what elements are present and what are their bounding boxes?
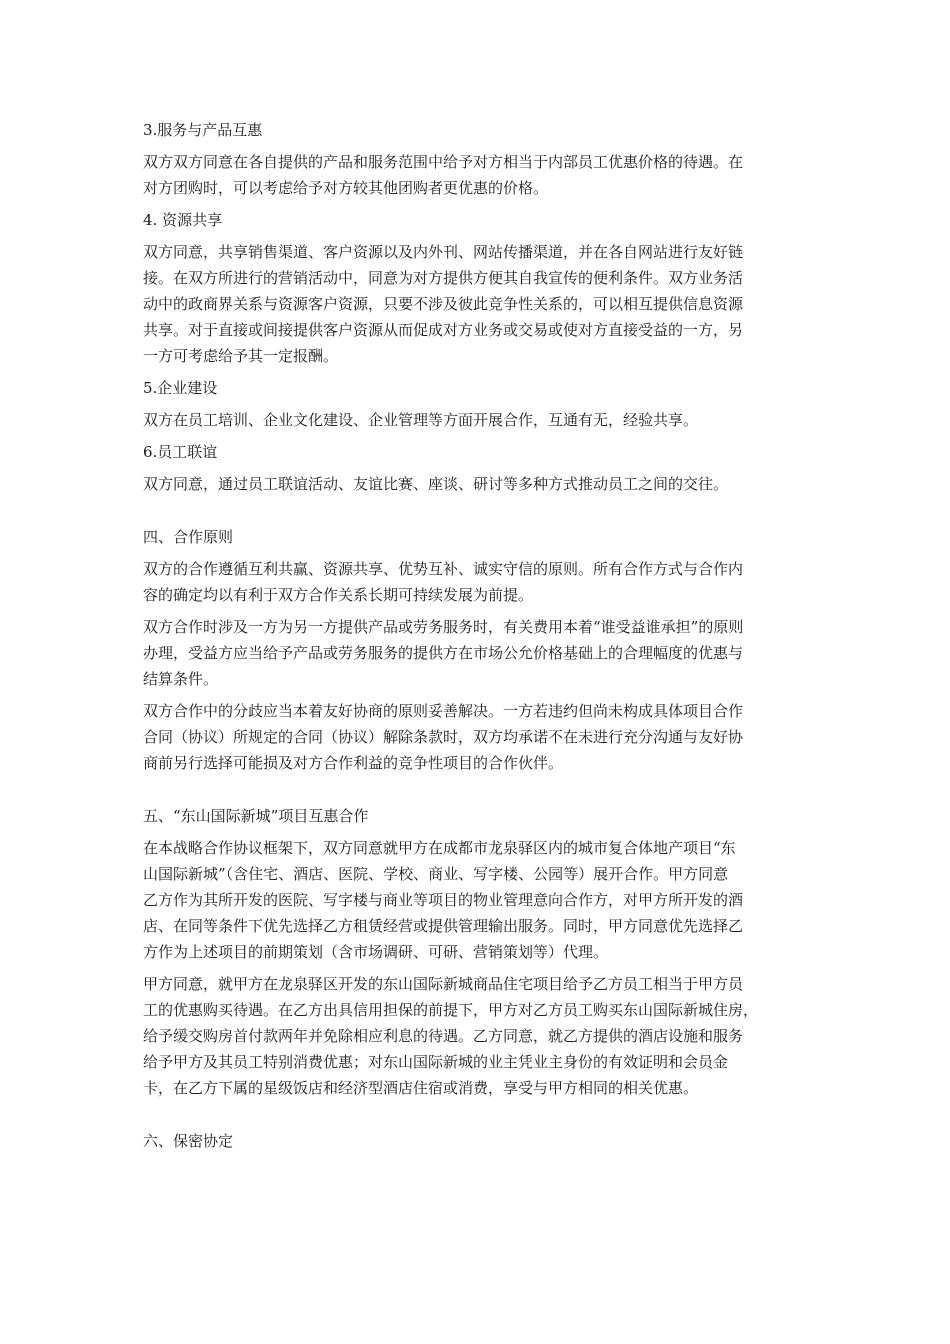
document-page [143, 117, 813, 1160]
text-line: 双方合作中的分歧应当本着友好协商的原则妥善解决。一方若违约但尚未构成具体项目合作 [143, 702, 744, 720]
text-line: 店、在同等条件下优先选择乙方租赁经营或提供管理输出服务。同时，甲方同意优先选择乙 [143, 917, 744, 935]
text-line: 动中的政商界关系与资源客户资源，只要不涉及彼此竞争性关系的，可以相互提供信息资源 [143, 295, 744, 313]
text-line: 给予甲方及其员工特别消费优惠；对东山国际新城的业主凭业主身份的有效证明和会员金 [143, 1053, 729, 1071]
text-line: 方作为上述项目的前期策划（含市场调研、可研、营销策划等）代理。 [143, 943, 609, 961]
section-6-title: 6.员工联谊 [143, 443, 218, 461]
text-line: 工的优惠购买待遇。在乙方出具信用担保的前提下，甲方对乙方员工购买东山国际新城住房， [143, 1001, 759, 1019]
text-line: 双方的合作遵循互利共赢、资源共享、优势互补、诚实守信的原则。所有合作方式与合作内 [143, 560, 744, 578]
part-5-title: 五、“东山国际新城”项目互惠合作 [143, 807, 369, 825]
part-4-para-2 [143, 614, 813, 692]
text-line: 结算条件。 [143, 670, 219, 688]
text-line: 对方团购时，可以考虑给予对方较其他团购者更优惠的价格。 [143, 179, 549, 197]
text-line: 双方同意，共享销售渠道、客户资源以及内外刊、网站传播渠道，并在各自网站进行友好链 [143, 243, 744, 261]
text-line: 双方合作时涉及一方为另一方提供产品或劳务服务时，有关费用本着“谁受益谁承担”的原则 [143, 618, 744, 636]
part-4-title: 四、合作原则 [143, 528, 234, 546]
text-line: 双方双方同意在各自提供的产品和服务范围中给予对方相当于内部员工优惠价格的待遇。在 [143, 153, 744, 171]
part-5-para-1 [143, 835, 813, 965]
section-3-title: 3.服务与产品互惠 [143, 121, 263, 139]
part-4-para-1 [143, 556, 813, 608]
text-line: 接。在双方所进行的营销活动中，同意为对方提供方便其自我宣传的便利条件。双方业务活 [143, 269, 744, 287]
text-line: 共享。对于直接或间接提供客户资源从而促成对方业务或交易或使对方直接受益的一方，另 [143, 321, 744, 339]
text-line: 甲方同意，就甲方在龙泉驿区开发的东山国际新城商品住宅项目给予乙方员工相当于甲方员 [143, 975, 744, 993]
text-line: 商前另行选择可能损及对方合作利益的竞争性项目的合作伙伴。 [143, 754, 564, 772]
part-4-para-3 [143, 698, 813, 776]
text-line: 双方同意，通过员工联谊活动、友谊比赛、座谈、研讨等多种方式推动员工之间的交往。 [143, 475, 729, 493]
section-5-title: 5.企业建设 [143, 379, 218, 397]
text-line: 乙方作为其所开发的医院、写字楼与商业等项目的物业管理意向合作方，对甲方所开发的酒 [143, 891, 744, 909]
text-line: 容的确定均以有利于双方合作关系长期可持续发展为前提。 [143, 586, 534, 604]
section-3-body [143, 149, 813, 201]
section-gap [143, 782, 813, 803]
text-line: 一方可考虑给予其一定报酬。 [143, 347, 339, 365]
part-5-para-2 [143, 971, 813, 1101]
section-5-body [143, 407, 813, 433]
text-line: 双方在员工培训、企业文化建设、企业管理等方面开展合作，互通有无，经验共享。 [143, 411, 699, 429]
text-line: 给予缓交购房首付款两年并免除相应利息的待遇。乙方同意，就乙方提供的酒店设施和服务 [143, 1027, 744, 1045]
section-4-body [143, 239, 813, 369]
text-line: 山国际新城”（含住宅、酒店、医院、学校、商业、写字楼、公园等）展开合作。甲方同意 [143, 865, 729, 883]
part-6-title: 六、保密协定 [143, 1132, 234, 1150]
section-6-body [143, 471, 813, 497]
text-line: 卡，在乙方下属的星级饭店和经济型酒店住宿或消费，享受与甲方相同的相关优惠。 [143, 1079, 699, 1097]
section-gap [143, 1107, 813, 1128]
text-line: 办理，受益方应当给予产品或劳务服务的提供方在市场公允价格基础上的合理幅度的优惠与 [143, 644, 744, 662]
text-line: 在本战略合作协议框架下，双方同意就甲方在成都市龙泉驿区内的城市复合体地产项目“东 [143, 839, 736, 857]
section-gap [143, 503, 813, 524]
section-4-title: 4. 资源共享 [143, 211, 223, 229]
text-line: 合同（协议）所规定的合同（协议）解除条款时，双方均承诺不在未进行充分沟通与友好协 [143, 728, 744, 746]
